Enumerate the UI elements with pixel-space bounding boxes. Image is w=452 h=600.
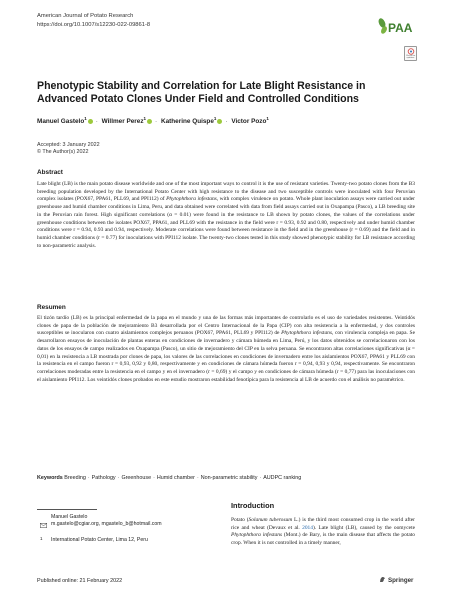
- corresponding-email[interactable]: m.gastelo@cgiar.org, mgastelo_b@hotmail.com: [51, 521, 162, 527]
- author-list: [37, 115, 269, 126]
- journal-name: American Journal of Potato Research: [37, 13, 134, 19]
- author-affiliation-mark: 1: [266, 116, 269, 121]
- author-separator: ·: [95, 118, 98, 126]
- keywords-label: Keywords: [37, 475, 63, 481]
- check-for-updates-label: Check for updates: [405, 55, 416, 60]
- author-affiliation-mark: 1: [143, 116, 147, 121]
- introduction-heading: Introduction: [231, 501, 275, 510]
- leaf-icon: [377, 17, 388, 35]
- species-name: Solanum tuberosum: [248, 517, 293, 523]
- author-name[interactable]: Willmer Perez: [101, 118, 144, 126]
- author-name[interactable]: Manuel Gastelo: [37, 118, 85, 126]
- keyword: Non-parametric stability: [200, 475, 258, 481]
- check-for-updates-badge[interactable]: [404, 46, 417, 61]
- published-date: Published online: 21 February 2022: [37, 578, 123, 584]
- copyright-line: © The Author(s) 2022: [37, 149, 89, 155]
- envelope-icon: [40, 515, 47, 520]
- citation-link[interactable]: 2014: [302, 524, 313, 531]
- intro-text: ). Late blight (LB), caused by the oomycete: [312, 524, 415, 531]
- author-separator: ·: [225, 118, 228, 126]
- intro-text: L.) is the third most consumed crop in the world after rice and wheat (Devaux et al.: [231, 517, 415, 531]
- orcid-icon[interactable]: [217, 119, 222, 124]
- species-name: Phytophthora infestans: [281, 330, 332, 337]
- logo-text: PAA: [388, 21, 413, 35]
- keyword: AUDPC ranking: [263, 475, 302, 481]
- orcid-icon[interactable]: [147, 119, 152, 124]
- keyword: Pathology: [91, 475, 116, 481]
- keyword: Greenhouse: [121, 475, 152, 481]
- abstract-body: [37, 181, 415, 250]
- abstract-text: , with complex virulence on potato. Whole plant inoculation assays were carried out under greenhouse and humid chamber conditions in Lima, Peru, and data obtained were correlated with data from field assays carried out in Oxapampa (Pasco), a LB breeding site in the Peruvian rain forest. High significant correlations (α = 0.01) were found in the resistance to LB shown by potato clones, the values of the correlations under greenhouse conditions between the isolates POX67, PPA61, and PLL69 with the resistance in the field were r = 0.93, 0.92 and 0.80, respectively and under humid chamber conditions were r = 0.94, 0.93 and 0.94, respectively. Moderate correlations were found between resistance in the field and in the greenhouse (r = 0.69) and the field and in humid chamber conditions (r = 0.77) for inoculations with PPI112 isolate. The twenty-two clones tested in this study showed phenotypic stability for LB resistance according to non-parametric analysis.: [37, 196, 415, 249]
- affiliation-number: 1: [40, 536, 43, 541]
- abstract-heading: Abstract: [37, 169, 63, 176]
- keyword: Breeding: [64, 475, 86, 481]
- resumen-heading: Resumen: [37, 304, 66, 311]
- orcid-icon[interactable]: [88, 119, 93, 124]
- article-title: Phenotypic Stability and Correlation for Late Blight Resistance in Advanced Potato Clones Under Field and Controlled Conditions: [37, 80, 366, 105]
- introduction-body: [231, 517, 415, 548]
- author-name[interactable]: Katherine Quispe: [160, 118, 214, 126]
- author-affiliation-mark: 1: [213, 116, 217, 121]
- author-name[interactable]: Victor Pozo: [231, 118, 267, 126]
- paa-logo: [377, 14, 417, 40]
- author-separator: ·: [155, 118, 158, 126]
- corresponding-author: Manuel Gastelo: [51, 514, 88, 520]
- update-icon: [405, 47, 417, 55]
- resumen-text: , con virulencia compleja en papa. Se desarrollaron ensayos de inoculación de plantas enteras en condiciones de invernadero y cámara húmeda en Lima, Perú, y los datos obtenidos se correlacionaron con los datos de los ensayos de campo realizados en Oxapampa (Pasco), un sitio de mejoramiento del CIP en la selva peruana. Se encontraron altas correlaciones significativas (α = 0,01) en la resistencia a LB mostrada por clones de papa, los valores de las correlaciones en condiciones de invernadero entre los aislamientos POX67, PPA61 y PLL69 con la resistencia en el campo fueron r = 0,93, 0,92 y 0,80, respectivamente y en condiciones de cámara húmeda fueron r = 0,94, 0,93 y 0,94, respectivamente. Se encontraron correlaciones moderadas entre la resistencia en el campo y en el invernadero (r = 0,69) y el campo y en condiciones de cámara húmeda (r = 0,77) para las inoculaciones con el aislamiento PPI112. Los veintidós clones probados en este estudio mostraron estabilidad fenotípica para la resistencia al LB de acuerdo con el análisis no paramétrico.: [37, 330, 415, 383]
- springer-logo: [379, 576, 413, 585]
- author-affiliation-mark: 1: [84, 116, 87, 121]
- intro-text: Potato (: [231, 517, 249, 523]
- doi-link[interactable]: https://doi.org/10.1007/s12230-022-09861-8: [37, 22, 151, 28]
- species-name: Phytophthora infestans: [231, 532, 283, 539]
- species-name: Phytophthora infestans: [166, 196, 217, 203]
- affiliation-text: International Potato Center, Lima 12, Peru: [51, 537, 148, 543]
- springer-horse-icon: [379, 576, 386, 585]
- intro-text: (Mont.) de Bary, is the main disease that affects the potato crop. When it is not controlled in a timely manner,: [231, 532, 415, 547]
- publisher-name: Springer: [388, 577, 414, 584]
- keywords-line: Keywords Breeding · Pathology · Greenhouse · Humid chamber · Non-parametric stability · AUDPC ranking: [37, 475, 302, 481]
- accepted-date: Accepted: 3 January 2022: [37, 142, 100, 148]
- keyword: Humid chamber: [156, 475, 195, 481]
- resumen-text: El tizón tardío (LB) es la principal enfermedad de la papa en el mundo y una de las formas más importantes de controlarlo es el uso de variedades resistentes. Veintidós clones de papa de la población de mejoramiento B3 desarrollada por el Centro Internacional de la Papa (CIP) con alta resistencia a la enfermedad, y dos controles susceptibles se inocularon con cuatro aislamientos complejos peruanos (POX67, PPA61, PLL69 y PPI112) de: [37, 315, 415, 337]
- abstract-text: Late blight (LB) is the main potato disease worldwide and one of the most important ways to control it is the use of resistant varieties. Twenty-two potato clones from the B3 breeding population developed by the International Potato Center with high resistance to the disease and two susceptible controls were inoculated with four Peruvian complex isolates (POX67, PPA61, PLL69, and PPI112) of: [37, 181, 415, 203]
- resumen-body: [37, 315, 415, 384]
- footnote-rule: [37, 509, 97, 510]
